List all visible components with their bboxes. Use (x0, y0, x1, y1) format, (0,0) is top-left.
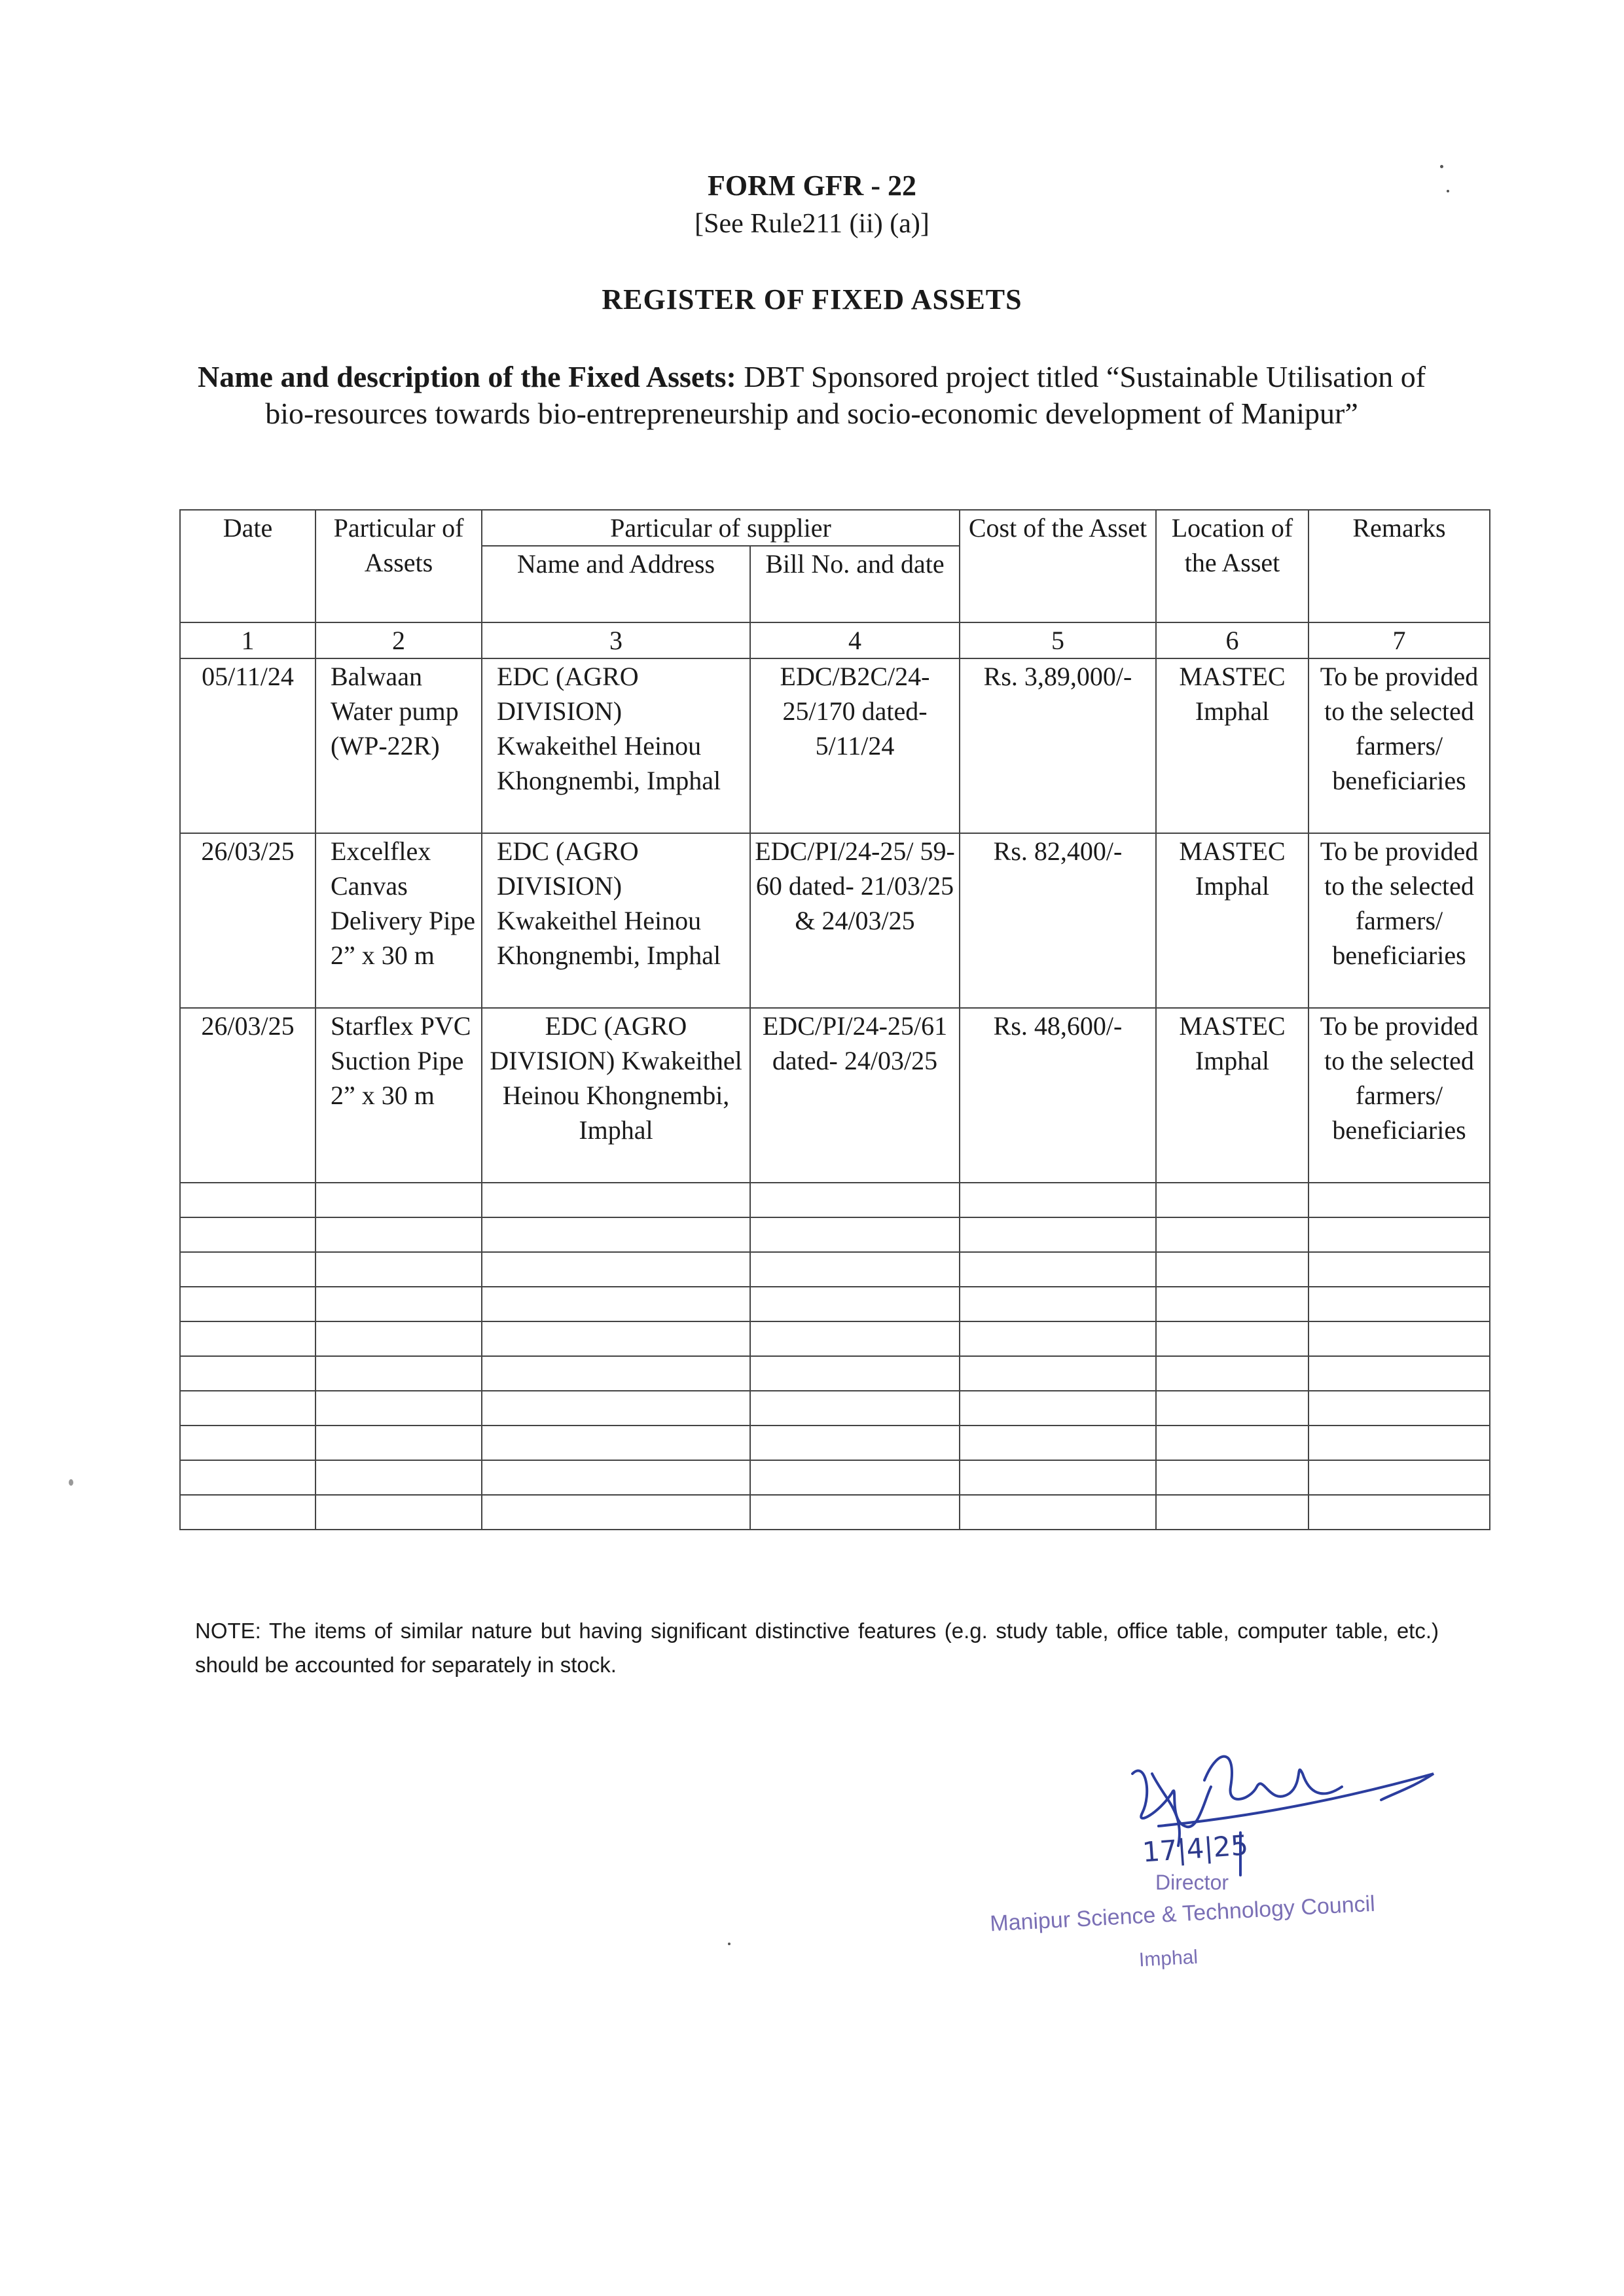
header-remarks: Remarks (1308, 510, 1490, 622)
empty-row (180, 1287, 1490, 1321)
scan-speck (69, 1479, 73, 1486)
header-row (180, 510, 1490, 546)
asset-description-text: DBT Sponsored project titled “Sustainable Utilisation of bio-resources towards bio-entrepreneurship and socio-economic development of Manipur” (265, 360, 1426, 430)
asset-cost: Rs. 48,600/- (960, 1008, 1156, 1183)
asset-cost: Rs. 3,89,000/- (960, 658, 1156, 833)
header-particular-of-supplier: Particular of supplier (482, 510, 960, 546)
header-bill-no-and-date: Bill No. and date (750, 546, 960, 622)
header-cost-of-asset: Cost of the Asset (960, 510, 1156, 622)
empty-row (180, 1426, 1490, 1460)
asset-description (190, 359, 1434, 432)
column-number: 2 (316, 622, 482, 658)
column-number: 1 (180, 622, 316, 658)
empty-row (180, 1460, 1490, 1495)
header-name-and-address: Name and Address (482, 546, 750, 622)
form-title: FORM GFR - 22 (708, 170, 916, 202)
register-title: REGISTER OF FIXED ASSETS (602, 283, 1022, 315)
asset-location: MASTEC Imphal (1156, 833, 1308, 1008)
asset-description-label: Name and description of the Fixed Assets: (197, 360, 736, 393)
empty-row (180, 1356, 1490, 1391)
asset-location: MASTEC Imphal (1156, 1008, 1308, 1183)
table-row (180, 1008, 1490, 1183)
asset-particular: Balwaan Water pump (WP-22R) (316, 658, 482, 833)
column-number: 6 (1156, 622, 1308, 658)
empty-row (180, 1252, 1490, 1287)
asset-particular: Starflex PVC Suction Pipe 2” x 30 m (316, 1008, 482, 1183)
scan-speck (1440, 165, 1443, 168)
asset-date: 05/11/24 (180, 658, 316, 833)
asset-cost: Rs. 82,400/- (960, 833, 1156, 1008)
empty-row (180, 1321, 1490, 1356)
scan-speck (728, 1943, 731, 1945)
supplier-name-address: EDC (AGRO DIVISION) Kwakeithel Heinou Khongnembi, Imphal (482, 1008, 750, 1183)
supplier-name-address: EDC (AGRO DIVISION) Kwakeithel Heinou Khongnembi, Imphal (482, 833, 750, 1008)
fixed-assets-table (179, 509, 1490, 1530)
column-number: 3 (482, 622, 750, 658)
supplier-name-address: EDC (AGRO DIVISION) Kwakeithel Heinou Khongnembi, Imphal (482, 658, 750, 833)
stamp-city: Imphal (1138, 1946, 1199, 1971)
table-row (180, 658, 1490, 833)
asset-remarks: To be provided to the selected farmers/ beneficiaries (1308, 833, 1490, 1008)
empty-row (180, 1495, 1490, 1530)
header-particular-of-assets: Particular of Assets (316, 510, 482, 622)
column-number: 4 (750, 622, 960, 658)
note-text: NOTE: The items of similar nature but having significant distinctive features (e.g. study table, office table, computer table, etc.) should be accounted for separately in stock. (195, 1619, 1439, 1677)
asset-date: 26/03/25 (180, 1008, 316, 1183)
bill-no-date: EDC/B2C/24-25/170 dated- 5/11/24 (750, 658, 960, 833)
stamp-organization: Manipur Science & Technology Council (989, 1891, 1376, 1937)
bill-no-date: EDC/PI/24-25/ 59-60 dated- 21/03/25 & 24/03/25 (750, 833, 960, 1008)
column-number: 7 (1308, 622, 1490, 658)
empty-row (180, 1217, 1490, 1252)
bill-no-date: EDC/PI/24-25/61 dated- 24/03/25 (750, 1008, 960, 1183)
empty-row (180, 1391, 1490, 1426)
asset-particular: Excelflex Canvas Delivery Pipe 2” x 30 m (316, 833, 482, 1008)
empty-row (180, 1183, 1490, 1217)
scan-speck (1447, 190, 1449, 192)
asset-remarks: To be provided to the selected farmers/ beneficiaries (1308, 658, 1490, 833)
table-row (180, 833, 1490, 1008)
asset-date: 26/03/25 (180, 833, 316, 1008)
column-number: 5 (960, 622, 1156, 658)
rule-reference: [See Rule211 (ii) (a)] (695, 209, 929, 239)
stamp-title: Director (1155, 1871, 1229, 1894)
signature-date: 17|4|25 (1141, 1829, 1250, 1869)
header-location-of-asset: Location of the Asset (1156, 510, 1308, 622)
column-number-row (180, 622, 1490, 658)
header-date: Date (180, 510, 316, 622)
asset-location: MASTEC Imphal (1156, 658, 1308, 833)
asset-remarks: To be provided to the selected farmers/ beneficiaries (1308, 1008, 1490, 1183)
